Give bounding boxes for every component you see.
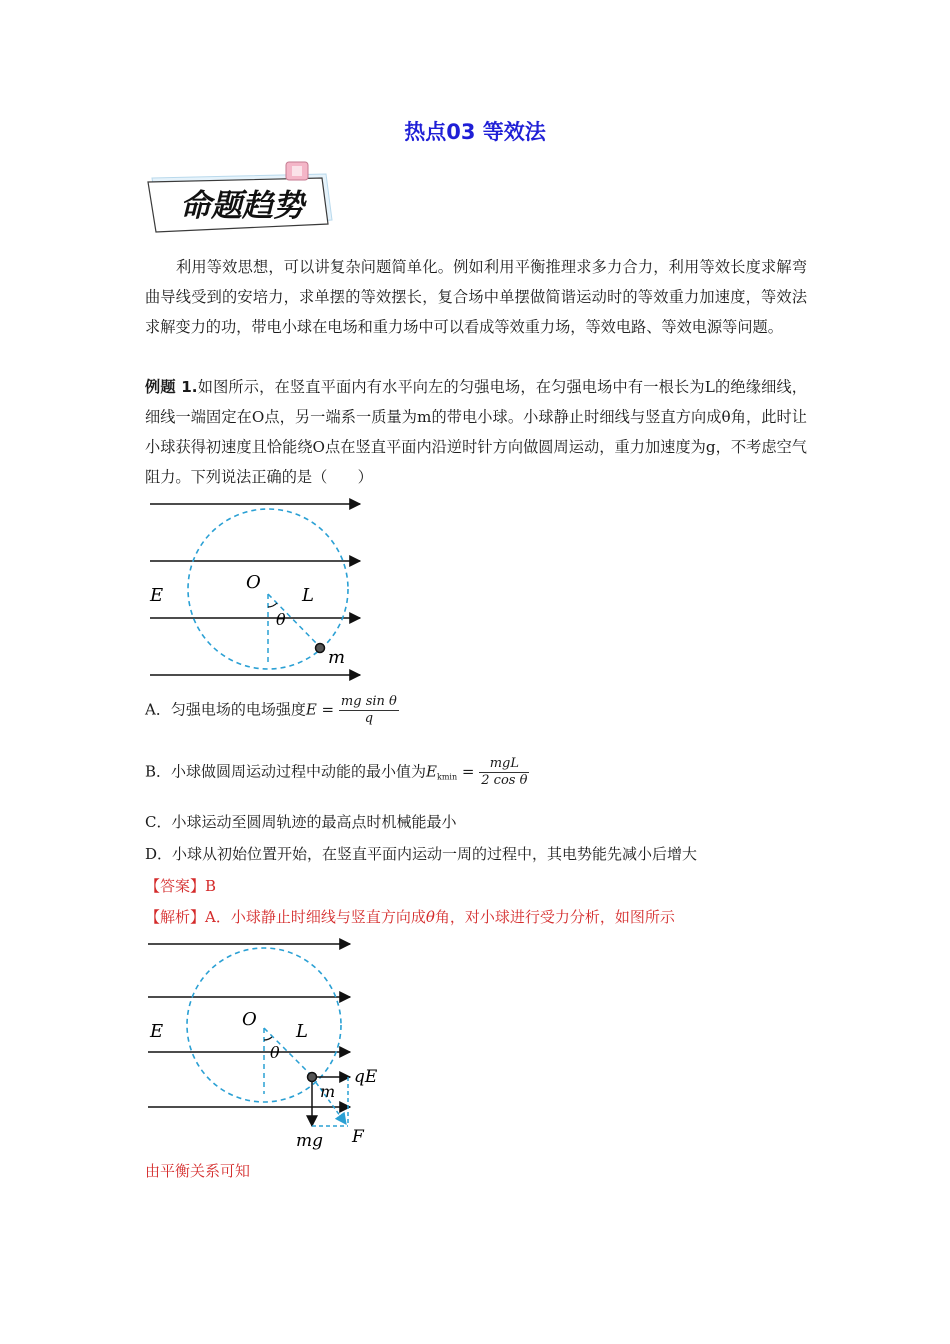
analysis-line: 【解析】A．小球静止时细线与竖直方向成θ角，对小球进行受力分析，如图所示: [145, 908, 675, 926]
angle-arc: [268, 603, 277, 607]
label-theta: θ: [276, 610, 286, 629]
page-title: 热点03 等效法: [404, 120, 546, 144]
label-m: m: [328, 647, 346, 668]
angle-arc: [264, 1037, 272, 1040]
option-a[interactable]: [145, 694, 399, 727]
option-b-text: B．小球做圆周运动过程中动能的最小值为: [145, 762, 427, 781]
option-a-lhs: E =: [305, 700, 335, 719]
option-c[interactable]: C．小球运动至圆周轨迹的最高点时机械能最小: [145, 813, 457, 831]
example-label: 例题 1.: [145, 378, 198, 396]
option-b-lhs: E: [426, 762, 437, 781]
banner-label: 命题趋势: [180, 188, 304, 224]
option-a-fraction: $\frac{\text{mg sin θ}}{q}$: [340, 694, 397, 726]
answer-value: B: [205, 877, 217, 895]
ball: [308, 1073, 317, 1082]
example-question: [145, 372, 807, 492]
label-m: m: [320, 1082, 336, 1101]
footer-text: 由平衡关系可知: [145, 1162, 251, 1180]
label-L: L: [296, 1021, 308, 1042]
label-theta: θ: [270, 1043, 280, 1062]
label-L: L: [302, 585, 314, 606]
circular-path: [187, 948, 341, 1102]
option-b-fraction: $\frac{\text{mgL}}{\text{2 cos θ}}$: [481, 756, 528, 788]
answer-label: 【答案】: [145, 877, 206, 895]
figure-2: [140, 934, 390, 1154]
label-O: O: [246, 572, 261, 593]
example-text: 如图所示，在竖直平面内有水平向左的匀强电场，在匀强电场中有一根长为L的绝缘细线，细线一端固定在O点，另一端系一质量为m的带电小球。小球静止时细线与竖直方向成θ角，此时让小球获得初速度且恰能绕O点在竖直平面内沿逆时针方向做圆周运动，重力加速度为g，不考虑空气阻力。下列说法正确的是（ ）: [145, 378, 807, 486]
option-b[interactable]: B．小球做圆周运动过程中动能的最小值为$E_{kmin}$ = $\frac{\text{mgL}}{\text{2 cos θ}}$: [145, 756, 528, 788]
label-E: E: [150, 585, 164, 606]
section-banner: [146, 160, 338, 240]
option-d[interactable]: D．小球从初始位置开始，在竖直平面内运动一周的过程中，其电势能先减小后增大: [145, 845, 698, 863]
label-F: F: [352, 1127, 364, 1147]
intro-paragraph: 利用等效思想，可以讲复杂问题简单化。例如利用平衡推理求多力合力，利用等效长度求解弯曲导线受到的安培力，求单摆的等效摆长，复合场中单摆做简谐运动时的等效重力加速度，等效法求解变力的功，带电小球在电场和重力场中可以看成等效重力场，等效电路、等效电源等问题。: [145, 258, 807, 336]
label-mg: mg: [296, 1131, 324, 1151]
label-E: E: [150, 1021, 164, 1042]
ball: [316, 644, 325, 653]
option-a-text: A．匀强电场的电场强度: [145, 700, 306, 719]
label-O: O: [242, 1009, 257, 1030]
label-qE: qE: [354, 1067, 378, 1087]
answer-line: [145, 875, 216, 896]
banner-graphic: [146, 160, 338, 236]
figure-1: [140, 495, 370, 685]
analysis-label: 【解析】: [145, 908, 206, 926]
